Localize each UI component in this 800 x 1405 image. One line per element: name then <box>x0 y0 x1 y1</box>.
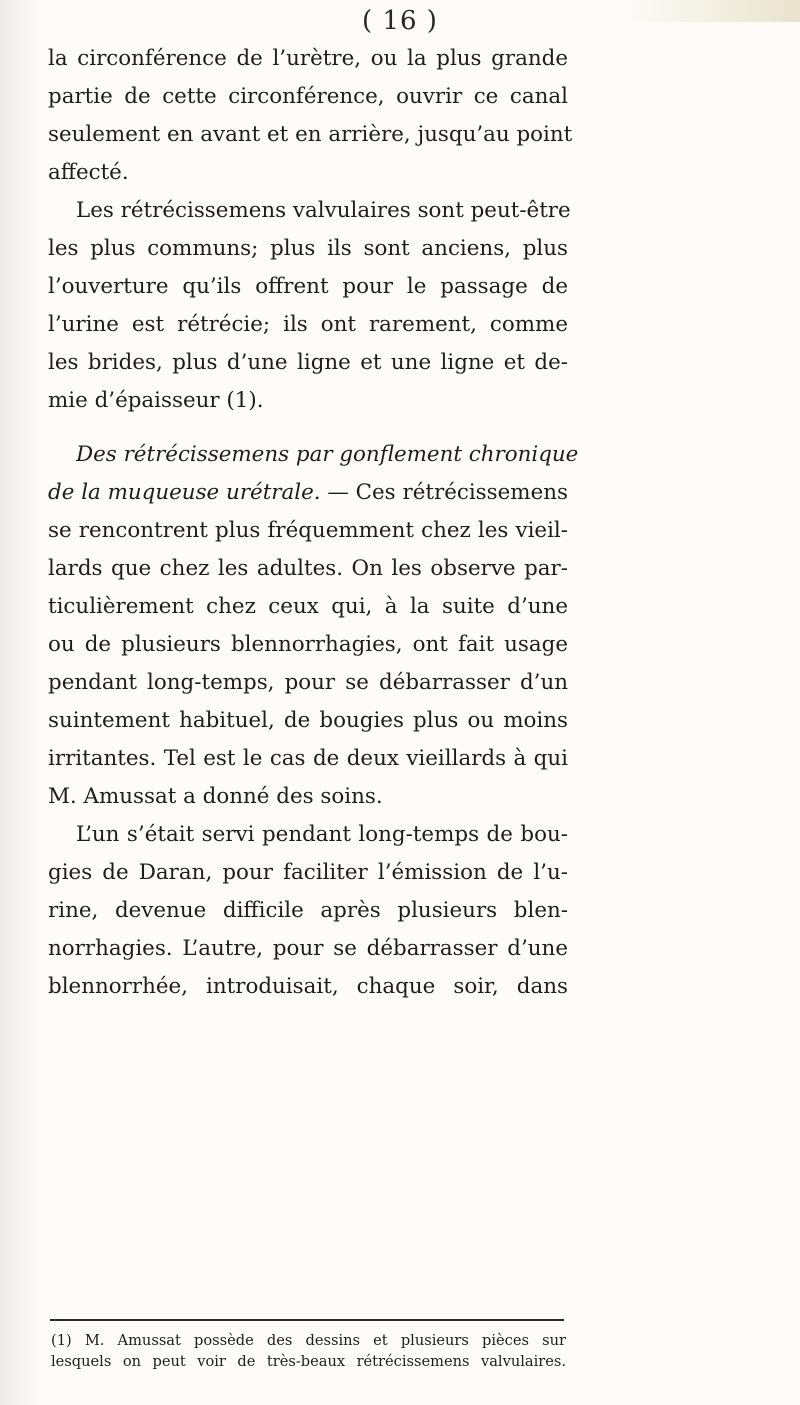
footnote-rule <box>50 1319 564 1321</box>
text-line: affecté. <box>48 160 129 185</box>
text-line: se rencontrent plus fréquemment chez les vieil- <box>48 518 568 543</box>
footnote-line: lesquels on peut voir de très-beaux rétrécissemens valvulaires. <box>51 1353 566 1370</box>
text-line: L’un s’était servi pendant long-temps de bou- <box>76 822 568 847</box>
page-number: ( 16 ) <box>362 6 438 36</box>
text-line: gies de Daran, pour faciliter l’émission de l’u- <box>48 860 568 885</box>
text-line: Les rétrécissemens valvulaires sont peut-être <box>76 198 571 223</box>
text-line: seulement en avant et en arrière, jusqu’au point <box>48 122 573 147</box>
text-line: l’ouverture qu’ils offrent pour le passage de <box>48 274 568 299</box>
text-line: M. Amussat a donné des soins. <box>48 784 383 809</box>
footnote <box>51 1330 566 1372</box>
page-margin-shadow <box>0 0 40 1405</box>
text-line: ticulièrement chez ceux qui, à la suite d’une <box>48 594 568 619</box>
text-line: suintement habituel, de bougies plus ou moins <box>48 708 568 733</box>
paragraph-gap <box>48 420 568 436</box>
main-text <box>48 40 579 1006</box>
text-line: pendant long-temps, pour se débarrasser d’un <box>48 670 568 695</box>
text-line: irritantes. Tel est le cas de deux vieillards à qui <box>48 746 568 771</box>
text-line: ou de plusieurs blennorrhagies, ont fait usage <box>48 632 568 657</box>
text-line: les plus communs; plus ils sont anciens, plus <box>48 236 568 261</box>
text-line: la circonférence de l’urètre, ou la plus grande <box>48 46 568 71</box>
text-line: rine, devenue difficile après plusieurs blen- <box>48 898 568 923</box>
text-line: blennorrhée, introduisait, chaque soir, dans <box>48 974 568 999</box>
text-line: partie de cette circonférence, ouvrir ce canal <box>48 84 568 109</box>
section-heading: Des rétrécissemens par gonflement chronique <box>76 442 579 467</box>
text-line: les brides, plus d’une ligne et une ligne et de- <box>48 350 568 375</box>
footnote-line: (1) M. Amussat possède des dessins et plusieurs pièces sur <box>51 1332 566 1349</box>
text-line: lards que chez les adultes. On les observe par- <box>48 556 568 581</box>
section-heading-continuation: de la muqueuse urétrale. <box>48 480 321 505</box>
text-line <box>48 474 568 512</box>
text-line: mie d’épaisseur (1). <box>48 388 264 413</box>
text-line-fragment: — Ces rétrécissemens <box>320 480 568 505</box>
text-line: norrhagies. L’autre, pour se débarrasser d’une <box>48 936 568 961</box>
text-line: l’urine est rétrécie; ils ont rarement, comme <box>48 312 568 337</box>
